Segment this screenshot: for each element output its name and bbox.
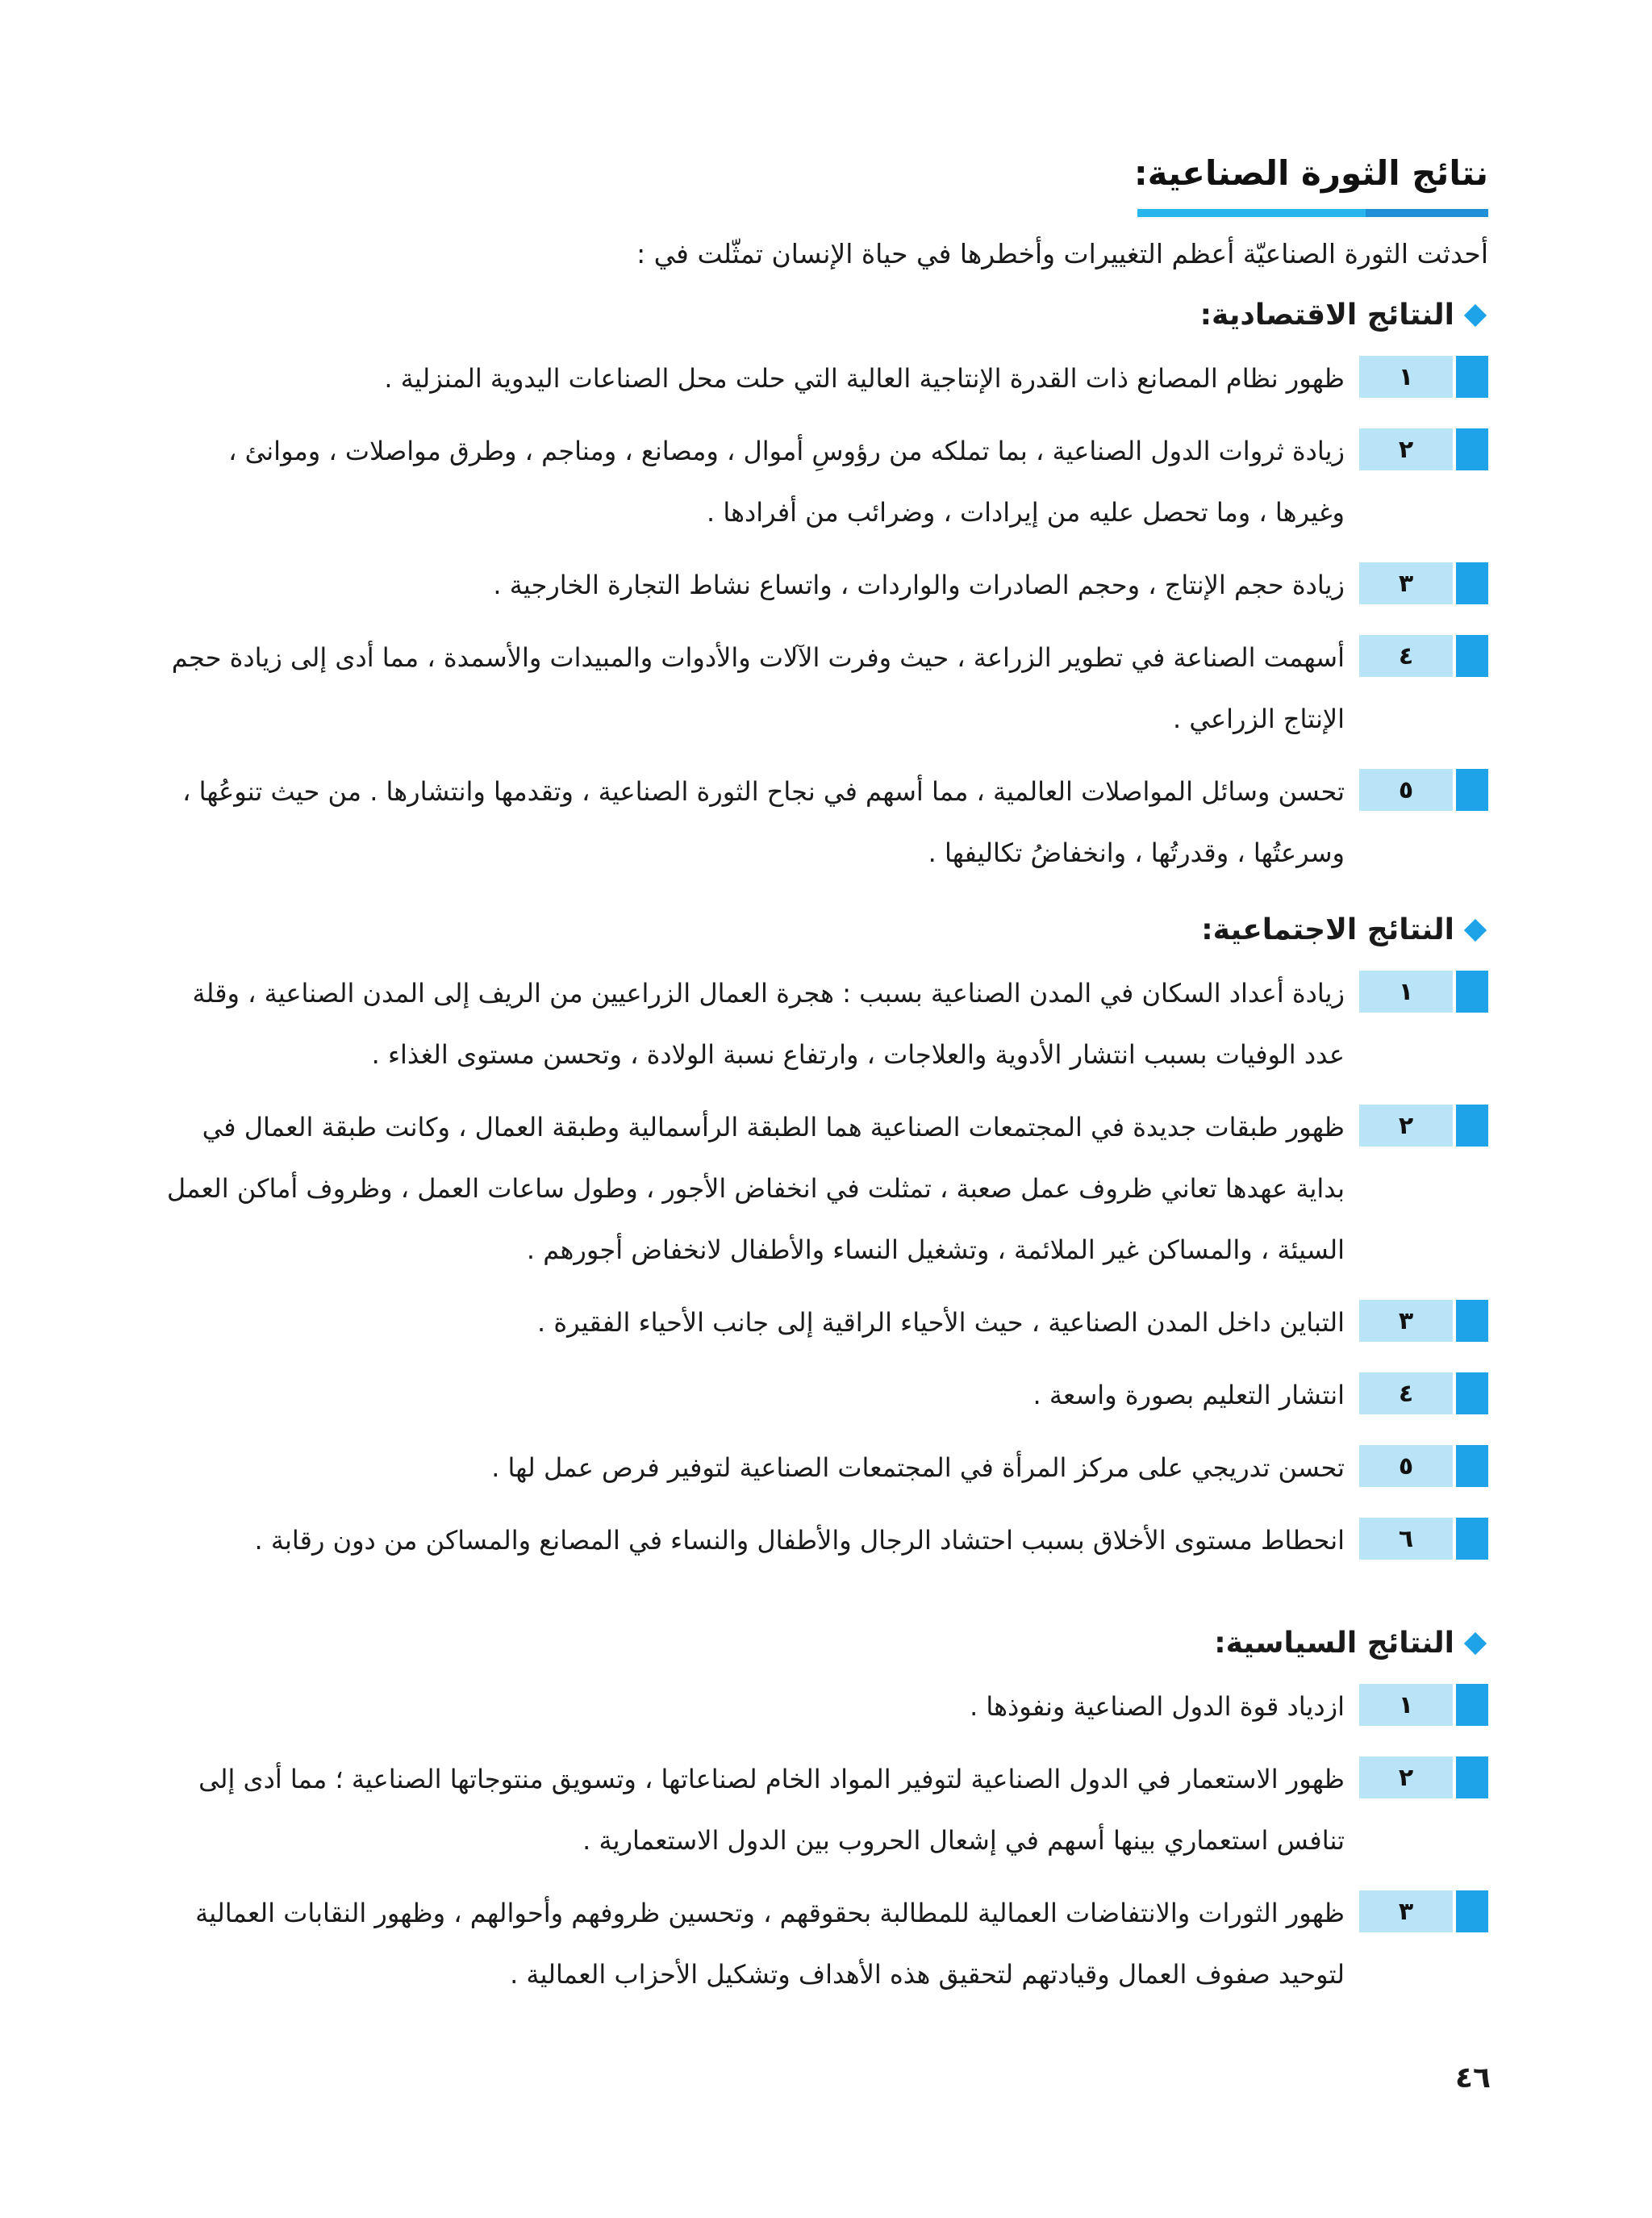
- item-text: ازدياد قوة الدول الصناعية ونفوذها .: [970, 1691, 1345, 1722]
- page-content: [153, 149, 1488, 2016]
- item-text: ظهور الثورات والانتفاضات العمالية للمطالبة بحقوقهم ، وتحسين ظروفهم وأحوالهم ، وظهور النقابات العمالية لتوحيد صفوف العمال وقيادتهم لتحقيق هذه الأهداف وتشكيل الأحزاب العمالية .: [195, 1898, 1345, 1990]
- item-text: انحطاط مستوى الأخلاق بسبب احتشاد الرجال والأطفال والنساء في المصانع والمساكن من دون رقابة .: [254, 1525, 1345, 1556]
- number-badge: ٤: [1359, 635, 1488, 677]
- page-number: ٤٦: [1455, 2061, 1491, 2095]
- number-badge: ١: [1359, 356, 1488, 398]
- number-badge: ٢: [1359, 1105, 1488, 1147]
- list-item: [153, 627, 1488, 750]
- diamond-bullet-icon: [1464, 304, 1487, 327]
- list-item: [153, 554, 1488, 616]
- item-text: ظهور طبقات جديدة في المجتمعات الصناعية هما الطبقة الرأسمالية وطبقة العمال ، وكانت طبقة العمال في بداية عهدها تعاني ظروف عمل صعبة ، تمثلت في انخفاض الأجور ، وطول ساعات العمل ، وظروف أماكن العمل السيئة ، والمساكن غير الملائمة ، وتشغيل النساء والأطفال لانخفاض أجورهم .: [166, 1112, 1345, 1265]
- section-heading-text: النتائج الاجتماعية:: [1201, 913, 1454, 946]
- item-text: انتشار التعليم بصورة واسعة .: [1032, 1380, 1345, 1410]
- number-badge: ١: [1359, 971, 1488, 1013]
- list-item: [153, 1364, 1488, 1426]
- social-results-list: [153, 963, 1488, 1571]
- list-item: [153, 1510, 1488, 1571]
- number-badge: ٤: [1359, 1372, 1488, 1414]
- section-social-heading: [153, 906, 1488, 954]
- item-text: ظهور نظام المصانع ذات القدرة الإنتاجية العالية التي حلت محل الصناعات اليدوية المنزلية .: [384, 363, 1345, 394]
- list-item: [153, 420, 1488, 543]
- list-item: [153, 1292, 1488, 1353]
- number-badge: ٦: [1359, 1518, 1488, 1560]
- section-political-heading: [153, 1619, 1488, 1668]
- number-badge: ٢: [1359, 1756, 1488, 1798]
- section-heading-text: النتائج الاقتصادية:: [1199, 299, 1454, 332]
- number-badge: ١: [1359, 1684, 1488, 1726]
- list-item: [153, 1748, 1488, 1871]
- political-results-list: [153, 1676, 1488, 2005]
- item-text: ظهور الاستعمار في الدول الصناعية لتوفير المواد الخام لصناعاتها ، وتسويق منتوجاتها الصناعية ؛ مما أدى إلى تنافس استعماري بينها أسهم في إشعال الحروب بين الدول الاستعمارية .: [198, 1764, 1345, 1856]
- list-item: [153, 348, 1488, 409]
- item-text: زيادة ثروات الدول الصناعية ، بما تملكه من رؤوسِ أموال ، ومصانع ، ومناجم ، وطرق مواصلات ، وموانئ ، وغيرها ، وما تحصل عليه من إيرادات ، وضرائب من أفرادها .: [228, 436, 1345, 528]
- title-underline: [1137, 209, 1488, 217]
- number-badge: ٥: [1359, 769, 1488, 811]
- list-item: [153, 963, 1488, 1085]
- list-item: [153, 1437, 1488, 1498]
- number-badge: ٣: [1359, 1300, 1488, 1342]
- list-item: [153, 1882, 1488, 2005]
- item-text: تحسن تدريجي على مركز المرأة في المجتمعات الصناعية لتوفير فرص عمل لها .: [491, 1452, 1345, 1483]
- number-badge: ٣: [1359, 562, 1488, 604]
- number-badge: ٣: [1359, 1890, 1488, 1932]
- item-text: التباين داخل المدن الصناعية ، حيث الأحياء الراقية إلى جانب الأحياء الفقيرة .: [537, 1307, 1345, 1338]
- item-text: أسهمت الصناعة في تطوير الزراعة ، حيث وفرت الآلات والأدوات والمبيدات والأسمدة ، مما أدى إلى زيادة حجم الإنتاج الزراعي .: [171, 642, 1345, 734]
- intro-paragraph: أحدثت الثورة الصناعيّة أعظم التغييرات وأخطرها في حياة الإنسان تمثّلت في :: [636, 238, 1488, 269]
- item-text: زيادة حجم الإنتاج ، وحجم الصادرات والواردات ، واتساع نشاط التجارة الخارجية .: [493, 570, 1345, 600]
- page-title: نتائج الثورة الصناعية:: [1133, 153, 1488, 193]
- item-text: تحسن وسائل المواصلات العالمية ، مما أسهم في نجاح الثورة الصناعية ، وتقدمها وانتشارها . من حيث تنوعُها ، وسرعتُها ، وقدرتُها ، وانخفاضُ تكاليفها .: [182, 776, 1345, 868]
- number-badge: ٢: [1359, 428, 1488, 470]
- list-item: [153, 1676, 1488, 1737]
- list-item: [153, 1096, 1488, 1280]
- section-economic-heading: [153, 291, 1488, 340]
- diamond-bullet-icon: [1464, 919, 1487, 942]
- section-heading-text: النتائج السياسية:: [1214, 1627, 1454, 1660]
- list-item: [153, 761, 1488, 883]
- economic-results-list: [153, 348, 1488, 883]
- diamond-bullet-icon: [1464, 1632, 1487, 1655]
- number-badge: ٥: [1359, 1445, 1488, 1487]
- item-text: زيادة أعداد السكان في المدن الصناعية بسبب : هجرة العمال الزراعيين من الريف إلى المدن الصناعية ، وقلة عدد الوفيات بسبب انتشار الأدوية والعلاجات ، وارتفاع نسبة الولادة ، وتحسن مستوى الغذاء .: [192, 978, 1345, 1070]
